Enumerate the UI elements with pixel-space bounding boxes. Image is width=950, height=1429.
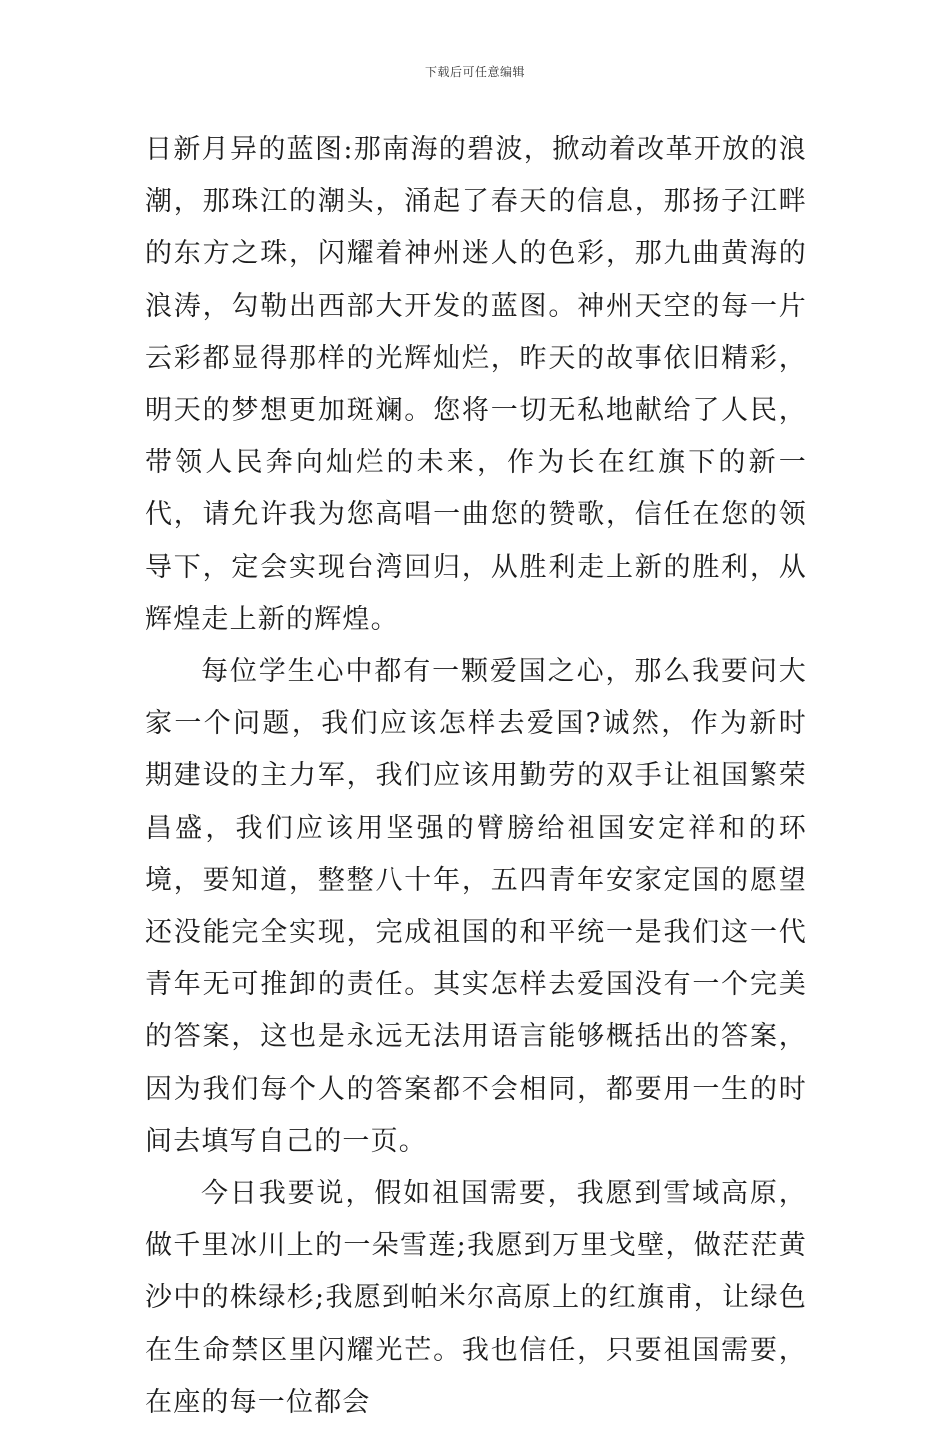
page-header: 下载后可任意编辑: [424, 65, 525, 79]
paragraph-2: 每位学生心中都有一颗爱国之心，那么我要问大家一个问题，我们应该怎样去爱国?诚然，作为新时期建设的主力军，我们应该用勤劳的双手让祖国繁荣昌盛，我们应该用坚强的臂膀给祖国安定祥和的环境，要知道，整整八十年，五四青年安家定国的愿望还没能完全实现，完成祖国的和平统一是我们这一代青年无可推卸的责任。其实怎样去爱国没有一个完美的答案，这也是永远无法用语言能够概括出的答案，因为我们每个人的答案都不会相同，都要用一生的时间去填写自己的一页。: [145, 656, 807, 1157]
document-body: [145, 124, 807, 1429]
paragraph-3: 今日我要说，假如祖国需要，我愿到雪域高原，做千里冰川上的一朵雪莲;我愿到万里戈壁，做茫茫黄沙中的株绿杉;我愿到帕米尔高原上的红旗甫，让绿色在生命禁区里闪耀光芒。我也信任，只要祖国需要，在座的每一位都会: [145, 1178, 807, 1418]
paragraph-1: 日新月异的蓝图:那南海的碧波，掀动着改革开放的浪潮，那珠江的潮头，涌起了春天的信息，那扬子江畔的东方之珠，闪耀着神州迷人的色彩，那九曲黄海的浪涛，勾勒出西部大开发的蓝图。神州天空的每一片云彩都显得那样的光辉灿烂，昨天的故事依旧精彩，明天的梦想更加斑斓。您将一切无私地献给了人民，带领人民奔向灿烂的未来，作为长在红旗下的新一代，请允许我为您高唱一曲您的赞歌，信任在您的领导下，定会实现台湾回归，从胜利走上新的胜利，从辉煌走上新的辉煌。: [145, 134, 807, 635]
